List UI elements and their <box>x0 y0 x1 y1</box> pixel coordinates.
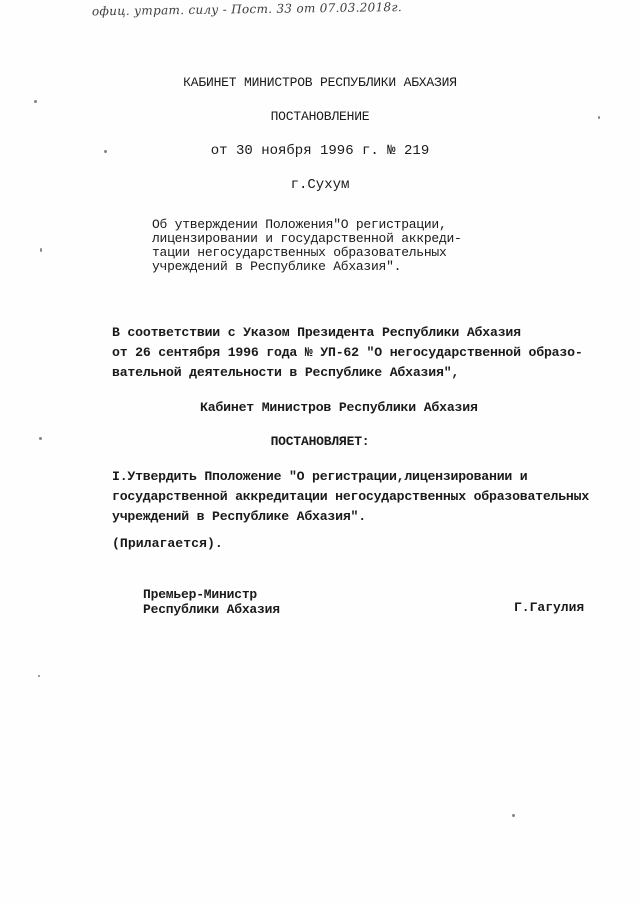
decrees-heading: ПОСТАНОВЛЯЕТ: <box>270 434 370 449</box>
scan-speck <box>512 814 515 817</box>
document-type: ПОСТАНОВЛЕНИЕ <box>270 109 370 124</box>
scan-speck <box>34 100 37 103</box>
preamble-paragraph: В соответствии с Указом Президента Республики Абхазия от 26 сентября 1996 года № УП-62 "О негосударственной образо- вательной деятельности в Республике Абхазия", <box>112 325 583 380</box>
scan-speck <box>40 248 42 252</box>
signatory-name: Г.Гагулия <box>514 600 585 615</box>
document-date-number: от 30 ноября 1996 г. № 219 <box>210 143 430 159</box>
scan-speck <box>104 150 107 153</box>
scan-speck <box>39 437 42 440</box>
issuer-title: КАБИНЕТ МИНИСТРОВ РЕСПУБЛИКИ АБХАЗИЯ <box>183 74 457 91</box>
cabinet-line: Кабинет Министров Республики Абхазия <box>200 400 478 415</box>
scan-speck <box>38 675 40 677</box>
handwritten-note: офиц. утрат. силу - Пост. 33 от 07.03.2018г. <box>91 0 403 19</box>
document-city: г.Сухум <box>290 177 350 193</box>
document-subject: Об утверждении Положения"О регистрации, лицензировании и государственной аккреди- тации негосударственных образовательных учреждений в Республике Абхазия". <box>152 217 462 274</box>
signatory-title: Премьер-Министр Республики Абхазия <box>143 587 280 617</box>
decree-item-1: I.Утвердить Пположение "О регистрации,лицензировании и государственной аккредитации негосударственных образовательных учреждений в Республике Абхазия". <box>112 469 590 524</box>
appendix-note: (Прилагается). <box>112 536 223 551</box>
scan-speck <box>598 116 600 119</box>
